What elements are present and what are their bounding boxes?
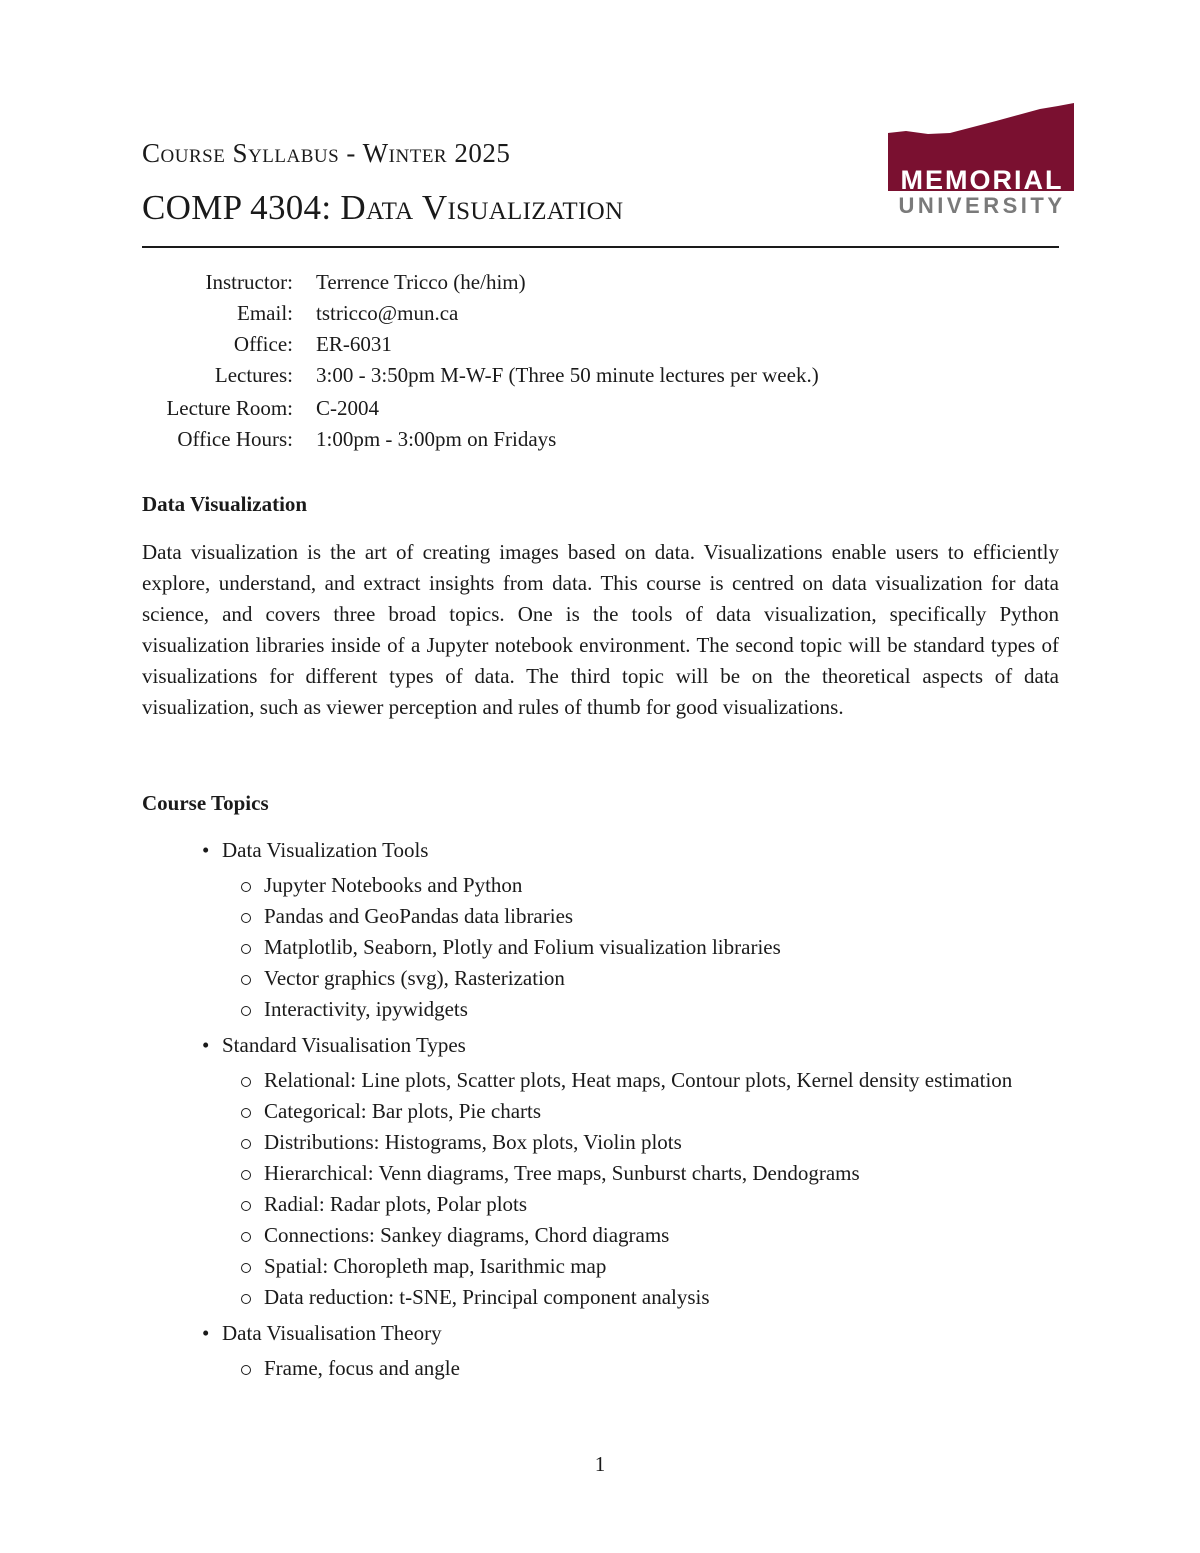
subtopic-label: Frame, focus and angle xyxy=(264,1356,460,1380)
info-label: Office: xyxy=(233,332,293,356)
subtopic-label: Pandas and GeoPandas data libraries xyxy=(264,904,574,928)
circle-bullet-icon xyxy=(241,1365,251,1375)
subtopic-label: Radial: Radar plots, Polar plots xyxy=(264,1192,528,1216)
info-label: Lecture Room: xyxy=(166,396,293,420)
subtopic-item xyxy=(222,1158,1059,1189)
subtopic-label: Vector graphics (svg), Rasterization xyxy=(264,966,565,990)
subtopic-label: Jupyter Notebooks and Python xyxy=(264,873,523,897)
subtopic-item xyxy=(222,870,1059,901)
subtopic-label: Spatial: Choropleth map, Isarithmic map xyxy=(264,1254,607,1278)
logo-text-memorial: MEMORIAL xyxy=(900,165,1064,195)
subtopic-list xyxy=(222,1065,1059,1313)
info-value: 1:00pm - 3:00pm on Fridays xyxy=(316,427,557,451)
info-label: Office Hours: xyxy=(177,427,293,451)
subtopic-item xyxy=(222,994,1059,1025)
info-value-email[interactable]: tstricco@mun.ca xyxy=(316,301,459,325)
course-topics-list xyxy=(142,835,1059,1389)
circle-bullet-icon xyxy=(241,882,251,892)
subtopic-item xyxy=(222,1189,1059,1220)
subtopic-label: Interactivity, ipywidgets xyxy=(264,997,468,1021)
circle-bullet-icon xyxy=(241,944,251,954)
section-heading-data-visualization: Data Visualization xyxy=(142,492,308,516)
circle-bullet-icon xyxy=(241,913,251,923)
circle-bullet-icon xyxy=(241,1232,251,1242)
topic-label: Standard Visualisation Types xyxy=(222,1033,466,1057)
logo-text-university: UNIVERSITY xyxy=(898,193,1066,215)
topic-item xyxy=(142,1030,1059,1313)
subtopic-item xyxy=(222,932,1059,963)
topic-label: Data Visualization Tools xyxy=(222,838,429,862)
subtopic-label: Categorical: Bar plots, Pie charts xyxy=(264,1099,542,1123)
circle-bullet-icon xyxy=(241,1294,251,1304)
circle-bullet-icon xyxy=(241,975,251,985)
subtopic-item xyxy=(222,901,1059,932)
circle-bullet-icon xyxy=(241,1077,251,1087)
subtopic-label: Matplotlib, Seaborn, Plotly and Folium visualization libraries xyxy=(264,935,781,959)
subtopic-item xyxy=(222,963,1059,994)
subtopic-label: Connections: Sankey diagrams, Chord diagrams xyxy=(264,1223,670,1247)
circle-bullet-icon xyxy=(241,1108,251,1118)
circle-bullet-icon xyxy=(241,1201,251,1211)
topic-item xyxy=(142,835,1059,1025)
info-label: Email: xyxy=(237,301,293,325)
info-label: Lectures: xyxy=(214,363,293,387)
section-body-paragraph: Data visualization is the art of creating images based on data. Visualizations enable users to efficiently explore, understand, and extract insights from data. This course is centred on data visualization for data science, and covers three broad topics. One is the tools of data visualization, specifically Python visualization libraries inside of a Jupyter notebook environment. The second topic will be standard types of visualizations for different types of data. The third topic will be on the theoretical aspects of data visualization, such as viewer perception and rules of thumb for good visualizations. xyxy=(142,540,1059,719)
circle-bullet-icon xyxy=(241,1139,251,1149)
subtopic-item xyxy=(222,1065,1059,1096)
memorial-university-logo xyxy=(888,103,1076,215)
subtopic-item xyxy=(222,1282,1059,1313)
subtopic-item xyxy=(222,1251,1059,1282)
header-rule xyxy=(142,246,1059,248)
subtopic-label: Data reduction: t-SNE, Principal component analysis xyxy=(264,1285,710,1309)
section-heading-course-topics: Course Topics xyxy=(142,791,269,815)
info-value: ER-6031 xyxy=(316,332,392,356)
topic-label: Data Visualisation Theory xyxy=(222,1321,442,1345)
subtopic-item xyxy=(222,1127,1059,1158)
document-subtitle: Course Syllabus - Winter 2025 xyxy=(142,138,511,168)
subtopic-label: Relational: Line plots, Scatter plots, Heat maps, Contour plots, Kernel density estimation xyxy=(264,1068,1013,1092)
info-value: Terrence Tricco (he/him) xyxy=(316,270,526,294)
bullet-icon: • xyxy=(202,1033,210,1057)
document-title: COMP 4304: Data Visualization xyxy=(142,188,624,227)
info-label: Instructor: xyxy=(205,270,293,294)
circle-bullet-icon xyxy=(241,1263,251,1273)
subtopic-list xyxy=(222,870,1059,1025)
bullet-icon: • xyxy=(202,838,210,862)
page-number: 1 xyxy=(594,1452,606,1476)
circle-bullet-icon xyxy=(241,1006,251,1016)
subtopic-list xyxy=(222,1353,1059,1384)
subtopic-label: Hierarchical: Venn diagrams, Tree maps, Sunburst charts, Dendograms xyxy=(264,1161,860,1185)
info-value: 3:00 - 3:50pm M-W-F (Three 50 minute lectures per week.) xyxy=(316,363,819,387)
bullet-icon: • xyxy=(202,1321,210,1345)
subtopic-item xyxy=(222,1353,1059,1384)
subtopic-item xyxy=(222,1220,1059,1251)
subtopic-label: Distributions: Histograms, Box plots, Violin plots xyxy=(264,1130,682,1154)
info-value: C-2004 xyxy=(316,396,379,420)
topic-item xyxy=(142,1318,1059,1384)
subtopic-item xyxy=(222,1096,1059,1127)
circle-bullet-icon xyxy=(241,1170,251,1180)
